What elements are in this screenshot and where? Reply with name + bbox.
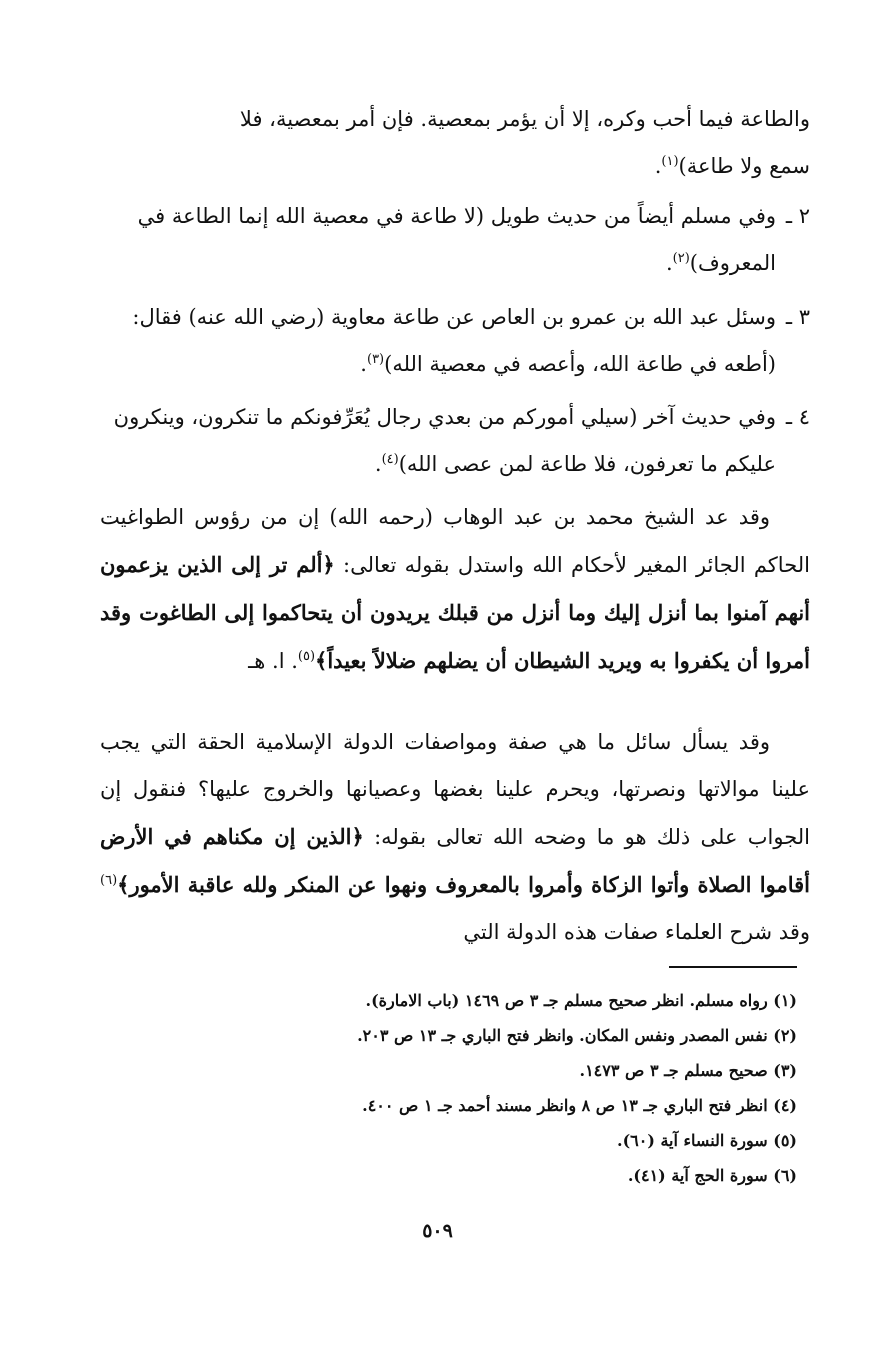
footnote-4: (٤) انظر فتح الباري جـ ١٣ ص ٨ وانظر مسند أحمد جـ ١ ص ٤٠٠.: [362, 1096, 797, 1115]
paragraph-wahhab: [100, 494, 810, 685]
footnote-2: (٢) نفس المصدر ونفس المكان. وانظر فتح الباري جـ ١٣ ص ٢٠٣.: [357, 1026, 797, 1045]
footnote-ref-5: (٥): [297, 649, 316, 664]
footnote-ref-1: (١): [661, 154, 679, 169]
footnote-divider: [669, 966, 797, 968]
footnote-ref-4: (٤): [381, 452, 399, 467]
footnote-3: (٣) صحيح مسلم جـ ٣ ص ١٤٧٣.: [579, 1061, 797, 1080]
intro-line-2: سمع ولا طاعة): [678, 154, 810, 178]
intro-line-2-end: .: [654, 154, 662, 178]
quran-verse: ﴿الذين إن مكناهم في الأرض أقاموا الصلاة وأتوا الزكاة وأمروا بالمعروف ونهوا عن المنكر ولله عاقبة الأمور﴾: [100, 824, 810, 897]
footnote-1: (١) رواه مسلم. انظر صحيح مسلم جـ ٣ ص ١٤٦٩ (باب الامارة).: [365, 991, 797, 1010]
list-item-end: .: [360, 352, 367, 376]
footnote-ref-6: (٦): [100, 873, 118, 888]
list-item-text: وسئل عبد الله بن عمرو بن العاص عن طاعة معاوية (رضي الله عنه) فقال: (أطعه في طاعة الله، وأعصه في معصية الله): [132, 305, 776, 376]
paragraph-text: وقد عد الشيخ محمد بن عبد الوهاب (رحمه الله) إن من رؤوس الطواغيت الحاكم الجائر المغير لأحكام الله واستدل بقوله تعالى:: [100, 505, 810, 577]
intro-line-1: والطاعة فيما أحب وكره، إلا أن يؤمر بمعصية. فإن أمر بمعصية، فلا: [239, 107, 810, 131]
paragraph-text: وقد يسأل سائل ما هي صفة ومواصفات الدولة الإسلامية الحقة التي يجب علينا موالاتها ونصرتها، ويحرم علينا بغضها وعصيانها والخروج عليها؟ فنقول إن الجواب على ذلك هو ما وضحه الله تعالى بقوله:: [100, 730, 811, 849]
list-item-end: .: [374, 452, 382, 476]
list-item-number: ٢ ـ: [785, 204, 810, 228]
paragraph-end: وقد شرح العلماء صفات هذه الدولة التي: [463, 920, 810, 944]
list-item-number: ٣ ـ: [785, 305, 810, 329]
list-item-2: [105, 193, 810, 287]
list-item-4: [105, 394, 810, 488]
intro-text: [105, 96, 810, 190]
footnote-6: (٦) سورة الحج آية (٤١).: [627, 1166, 797, 1185]
paragraph-islamic-state: [100, 719, 810, 956]
footnote-5: (٥) سورة النساء آية (٦٠).: [617, 1131, 797, 1150]
page-number: ٥٠٩: [422, 1220, 453, 1242]
footnote-ref-3: (٣): [366, 352, 385, 367]
list-item-number: ٤ ـ: [785, 405, 810, 429]
list-item-text: وفي حديث آخر (سيلي أموركم من بعدي رجال يُعَرِّفونكم ما تنكرون، وينكرون عليكم ما تعرفون، فلا طاعة لمن عصى الله): [113, 405, 776, 476]
list-item-3: [105, 294, 810, 388]
list-item-end: .: [665, 251, 673, 275]
list-item-text: وفي مسلم أيضاً من حديث طويل (لا طاعة في معصية الله إنما الطاعة في المعروف): [137, 204, 776, 275]
footnote-ref-2: (٢): [672, 251, 690, 266]
paragraph-end: . ا. هـ: [248, 649, 298, 673]
footnotes: [97, 983, 797, 1193]
quran-verse: ﴿ألم تر إلى الذين يزعمون أنهم آمنوا بما أنزل إليك وما أنزل من قبلك يريدون أن يتحاكموا إلى الطاغوت وقد أمروا أن يكفروا به ويريد الشيطان أن يضلهم ضلالاً بعيداً﴾: [100, 552, 810, 673]
